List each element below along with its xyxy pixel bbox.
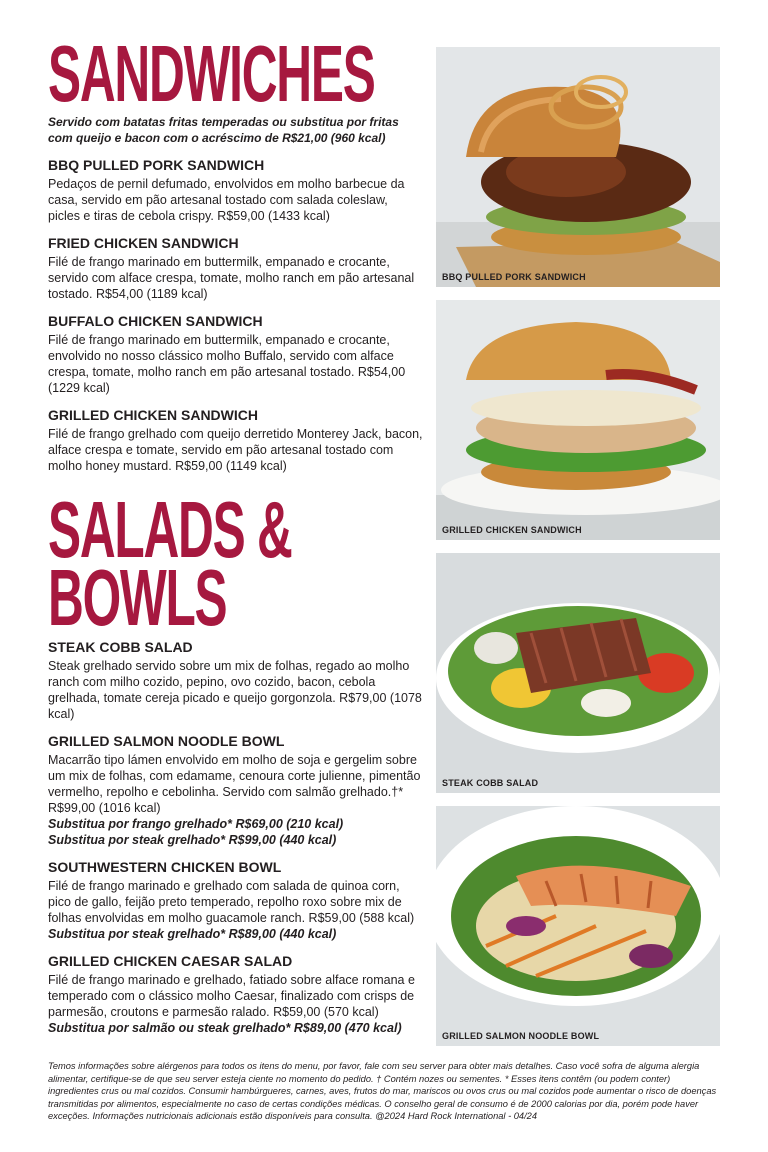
photo-caption: STEAK COBB SALAD <box>442 778 539 788</box>
photo-caption: GRILLED SALMON NOODLE BOWL <box>442 1031 600 1041</box>
item-description: Pedaços de pernil defumado, envolvidos em molho barbecue da casa, servido em pão artesanal tostado com salada coleslaw, picles e tiras de cebola crispy. R$59,00 (1433 kcal) <box>48 177 405 223</box>
item-name: STEAK COBB SALAD <box>48 639 193 655</box>
item-substitution: Substitua por salmão ou steak grelhado* R$89,00 (470 kcal) <box>48 1021 402 1035</box>
steak-cobb-salad-icon <box>436 553 720 793</box>
salads-heading-line2: BOWLS <box>48 553 227 642</box>
grilled-chicken-sandwich-photo <box>436 300 720 540</box>
sandwiches-intro: Servido com batatas fritas temperadas ou substitua por fritas com queijo e bacon com o acréscimo de R$21,00 (960 kcal) <box>48 115 399 145</box>
item-description: Filé de frango marinado em buttermilk, empanado e crocante, envolvido no nosso clássico molho Buffalo, servido com alface crespa, tomate, molho ranch em pão artesanal tostado. R$54,00 (1229 kcal) <box>48 333 406 395</box>
sandwiches-heading-wrap <box>48 29 423 118</box>
item-name: GRILLED SALMON NOODLE BOWL <box>48 733 285 749</box>
bbq-pulled-pork-sandwich-icon <box>436 47 720 287</box>
menu-item-grilled-chicken-sandwich <box>48 406 423 474</box>
menu-item-buffalo-chicken <box>48 312 423 396</box>
item-description: Filé de frango marinado em buttermilk, empanado e crocante, servido com alface crespa, tomate, molho ranch em pão artesanal tostado. R$54,00 (1189 kcal) <box>48 255 415 301</box>
item-description: Filé de frango marinado e grelhado com salada de quinoa corn, pico de gallo, feijão preto temperado, repolho roxo sobre mix de folhas envolvidas em molho guacamole ranch. R$59,00 (588 kcal) <box>48 879 415 925</box>
item-name: SOUTHWESTERN CHICKEN BOWL <box>48 859 282 875</box>
menu-item-fried-chicken <box>48 234 423 302</box>
menu-text-column <box>48 29 423 1046</box>
item-name: BBQ PULLED PORK SANDWICH <box>48 157 265 173</box>
photo-caption: GRILLED CHICKEN SANDWICH <box>442 525 582 535</box>
allergen-disclaimer: Temos informações sobre alérgenos para todos os itens do menu, por favor, fale com seu server para obter mais detalhes. Caso você sofra de alguma alergia alimentar, certifique-se de que seu server esteja ciente no momento do pedido. † Contém nozes ou sementes. * Esses itens contêm (ou podem conter) ingredientes crus ou mal cozidos. Consumir hambúrgueres, carnes, aves, frutos do mar, mariscos ou ovos crus ou mal cozidos pode aumentar o risco de doenças transmitidas por alimentos, especialmente no caso de certas condições médicas. O conselho geral de consumo é de 2000 calorias por dia, porém pode haver exceções. Informações nutricionais adicionais estão disponíveis para consulta. @2024 Hard Rock International - 04/24 <box>48 1061 717 1121</box>
menu-item-bbq-pulled-pork <box>48 156 423 224</box>
photo-column <box>436 47 720 1059</box>
item-name: GRILLED CHICKEN CAESAR SALAD <box>48 953 293 969</box>
menu-item-caesar-salad <box>48 952 423 1036</box>
grilled-chicken-sandwich-icon <box>436 300 720 540</box>
item-description: Filé de frango grelhado com queijo derretido Monterey Jack, bacon, alface crespa e tomate, servido em pão artesanal tostado com molho honey mustard. R$59,00 (1149 kcal) <box>48 427 423 473</box>
photo-caption: BBQ PULLED PORK SANDWICH <box>442 272 586 282</box>
item-description: Steak grelhado servido sobre um mix de folhas, regado ao molho ranch com milho cozido, pepino, ovo cozido, bacon, cebola grelhada, tomate cereja picado e queijo gorgonzola. R$79,00 (1078 kcal) <box>48 659 422 721</box>
item-substitution: Substitua por steak grelhado* R$99,00 (440 kcal) <box>48 833 337 847</box>
menu-item-salmon-noodle-bowl <box>48 732 423 848</box>
item-substitution: Substitua por frango grelhado* R$69,00 (210 kcal) <box>48 817 344 831</box>
sandwiches-heading: SANDWICHES <box>48 29 375 118</box>
item-description: Filé de frango marinado e grelhado, fatiado sobre alface romana e temperado com o clássico molho Caesar, finalizado com crisps de parmesão, croutons e parmesão ralado. R$59,00 (570 kcal) <box>48 973 415 1019</box>
item-substitution: Substitua por steak grelhado* R$89,00 (440 kcal) <box>48 927 337 941</box>
steak-cobb-salad-photo <box>436 553 720 793</box>
menu-item-southwestern-bowl <box>48 858 423 942</box>
grilled-salmon-noodle-bowl-photo <box>436 806 720 1046</box>
item-name: GRILLED CHICKEN SANDWICH <box>48 407 258 423</box>
salads-heading-line1: SALADS & <box>48 485 292 574</box>
bbq-pulled-pork-sandwich-photo <box>436 47 720 287</box>
menu-item-steak-cobb <box>48 638 423 722</box>
salads-heading-wrap <box>48 485 423 642</box>
grilled-salmon-noodle-bowl-icon <box>436 806 720 1046</box>
item-description: Macarrão tipo lámen envolvido em molho de soja e gergelim sobre um mix de folhas, com edamame, cenoura corte julienne, pimentão vermelho, repolho e cebolinha. Servido com salmão grelhado.†* R$99,00 (1016 kcal) <box>48 753 421 815</box>
item-name: BUFFALO CHICKEN SANDWICH <box>48 313 263 329</box>
item-name: FRIED CHICKEN SANDWICH <box>48 235 239 251</box>
